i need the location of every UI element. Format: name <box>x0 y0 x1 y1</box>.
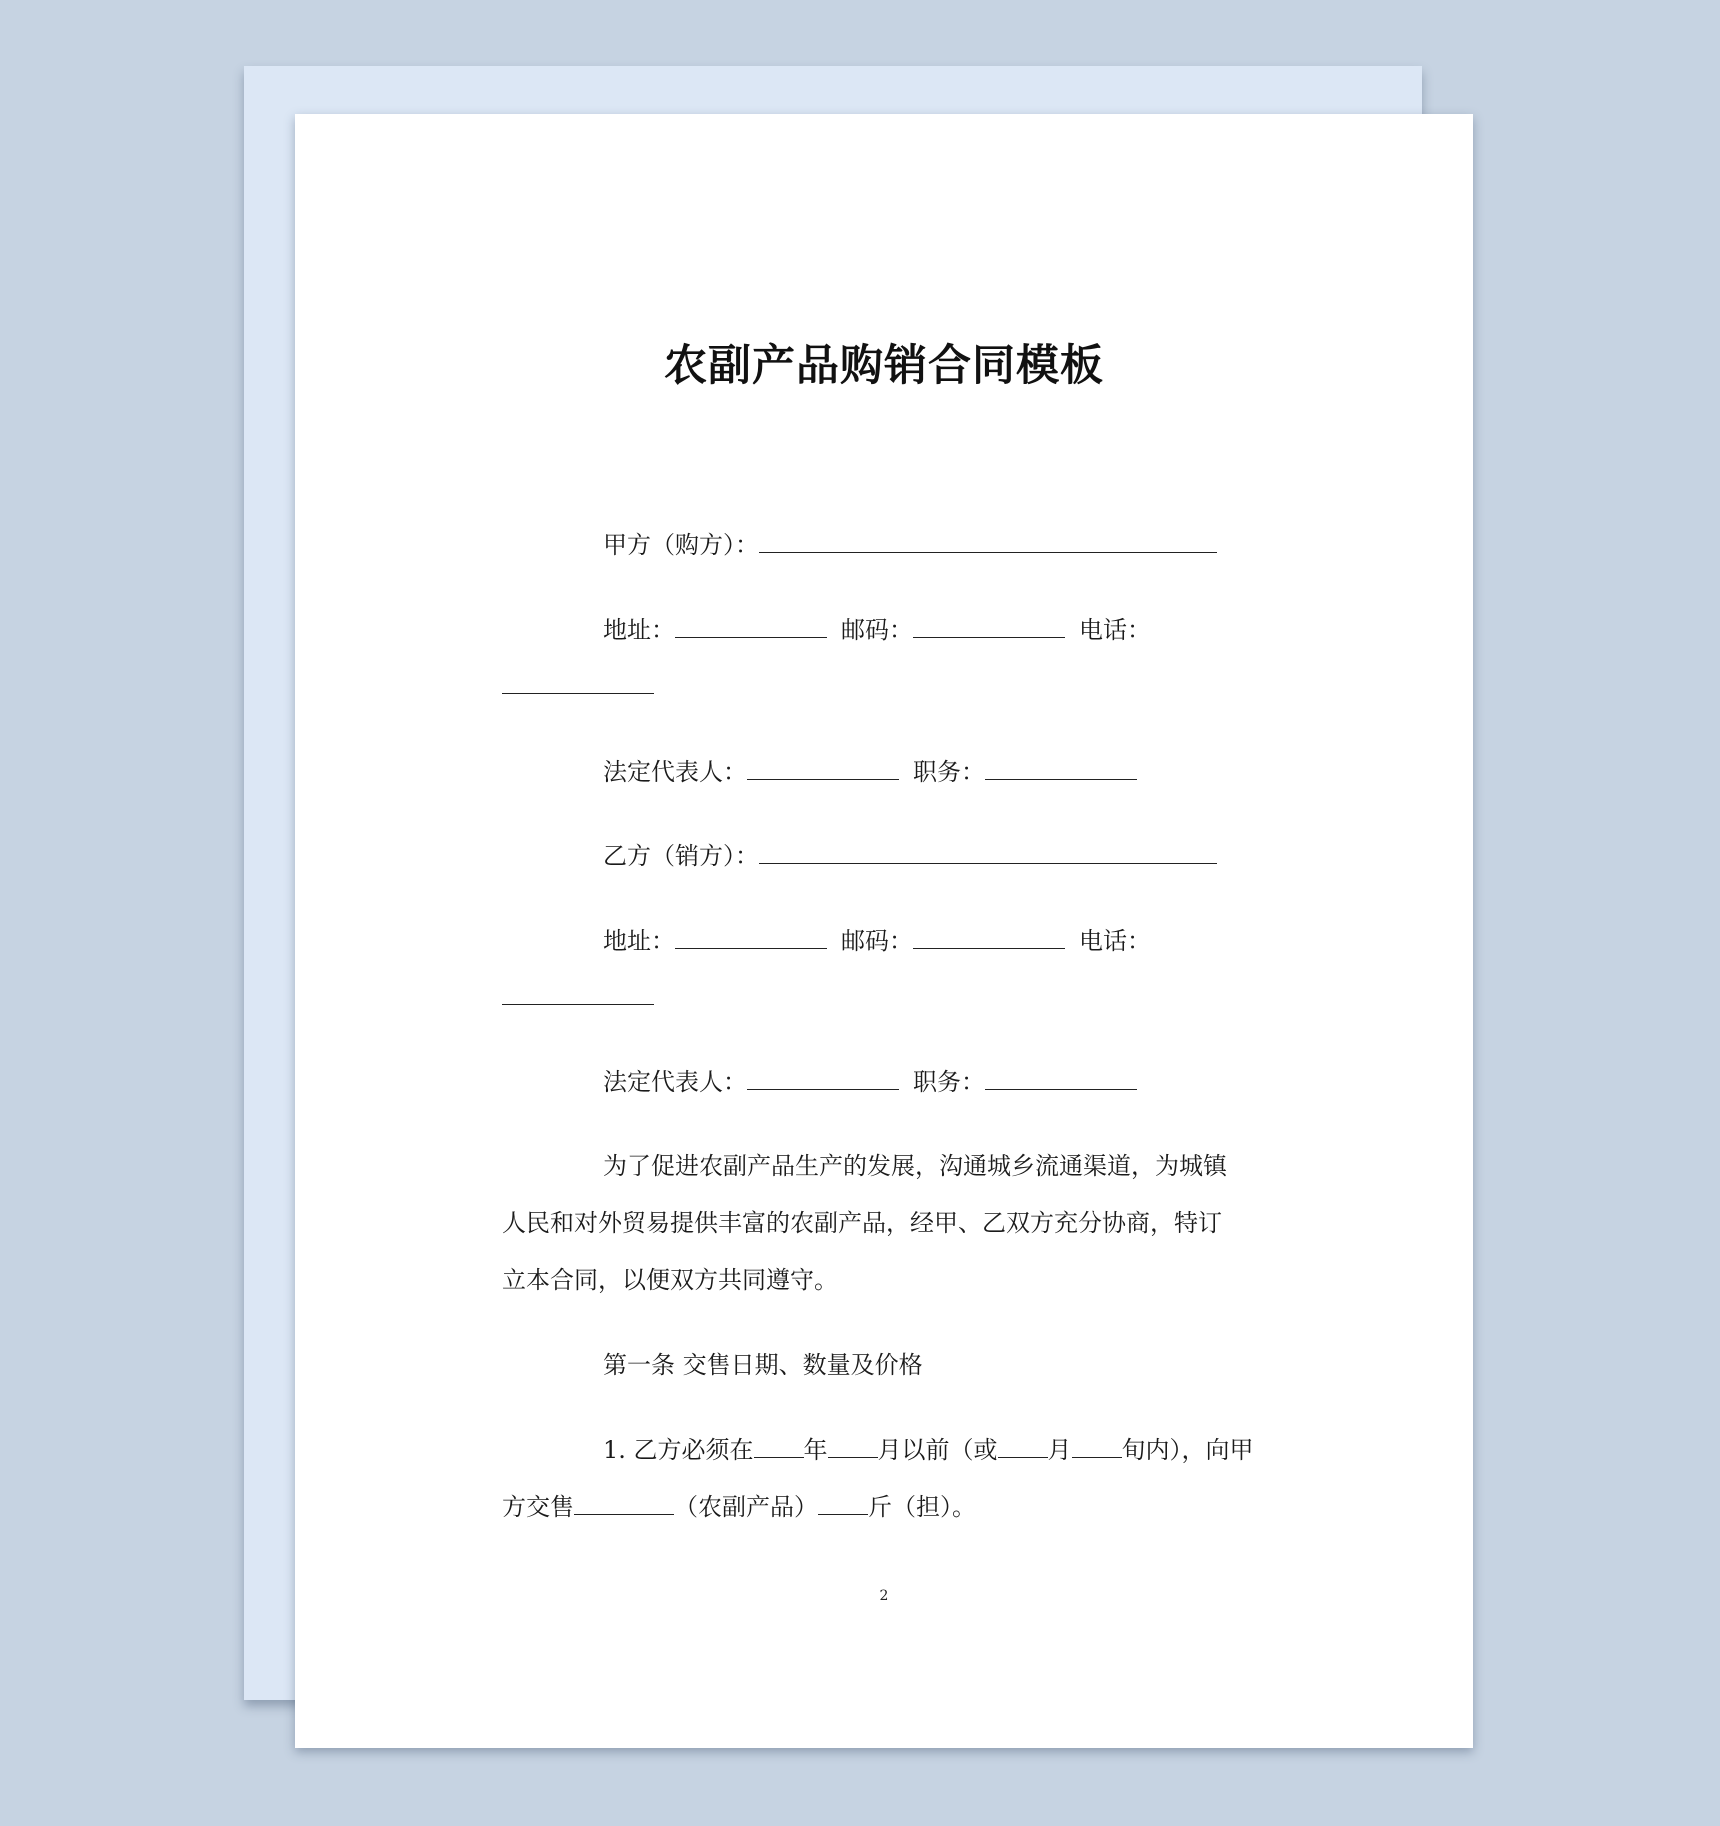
clause-text: 斤（担）。 <box>868 1493 976 1521</box>
party-b-position-blank[interactable] <box>985 1067 1137 1090</box>
preamble-line-2: 人民和对外贸易提供丰富的农副产品，经甲、乙双方充分协商，特订 <box>502 1209 1222 1237</box>
party-a-rep-line <box>603 757 1137 787</box>
preamble-line-1: 为了促进农副产品生产的发展，沟通城乡流通渠道，为城镇 <box>603 1152 1227 1180</box>
article-1-clause-1-line-2 <box>502 1492 976 1522</box>
page-number: 2 <box>879 1588 889 1604</box>
product-blank[interactable] <box>574 1492 674 1515</box>
party-b-address-blank[interactable] <box>675 926 827 949</box>
party-a-phone-line <box>502 671 654 701</box>
clause-text: 月以前（或 <box>877 1436 998 1464</box>
party-b-postcode-blank[interactable] <box>913 926 1065 949</box>
party-b-address-label: 地址： <box>603 927 675 955</box>
party-a-position-blank[interactable] <box>985 757 1137 780</box>
party-b-phone-label: 电话： <box>1079 927 1151 955</box>
party-b-rep-line <box>603 1067 1137 1097</box>
clause-text: 月 <box>1047 1436 1072 1464</box>
party-b-line <box>603 841 1217 871</box>
party-a-address-blank[interactable] <box>675 615 827 638</box>
party-b-label: 乙方（销方）： <box>603 842 759 870</box>
period-blank[interactable] <box>1072 1435 1122 1458</box>
party-a-legal-rep-label: 法定代表人： <box>603 758 747 786</box>
clause-text: （农副产品） <box>674 1493 818 1521</box>
article-1-clause-1-line-1 <box>603 1435 1254 1465</box>
clause-text: 年 <box>803 1436 828 1464</box>
party-a-line <box>603 530 1217 560</box>
article-1-heading: 第一条 交售日期、数量及价格 <box>603 1351 923 1379</box>
party-b-position-label: 职务： <box>913 1068 985 1096</box>
party-a-contact-line <box>603 615 1151 645</box>
party-a-name-blank[interactable] <box>759 530 1217 553</box>
party-b-contact-line <box>603 926 1151 956</box>
party-a-phone-label: 电话： <box>1079 616 1151 644</box>
party-a-address-label: 地址： <box>603 616 675 644</box>
document-title: 农副产品购销合同模板 <box>664 341 1104 391</box>
party-a-label: 甲方（购方）： <box>603 531 759 559</box>
party-a-phone-blank[interactable] <box>502 671 654 694</box>
party-a-position-label: 职务： <box>913 758 985 786</box>
document-page <box>295 114 1473 1748</box>
month-blank[interactable] <box>828 1435 878 1458</box>
party-b-phone-line <box>502 982 654 1012</box>
clause-text: 旬内），向甲 <box>1121 1436 1254 1464</box>
year-blank[interactable] <box>754 1435 804 1458</box>
preamble-line-3: 立本合同，以便双方共同遵守。 <box>502 1266 838 1294</box>
party-b-phone-blank[interactable] <box>502 982 654 1005</box>
quantity-blank[interactable] <box>818 1492 868 1515</box>
clause-text: 1. 乙方必须在 <box>603 1436 754 1464</box>
party-b-legal-rep-blank[interactable] <box>747 1067 899 1090</box>
party-a-postcode-label: 邮码： <box>841 616 913 644</box>
party-b-legal-rep-label: 法定代表人： <box>603 1068 747 1096</box>
party-a-postcode-blank[interactable] <box>913 615 1065 638</box>
party-b-postcode-label: 邮码： <box>841 927 913 955</box>
clause-text: 方交售 <box>502 1493 574 1521</box>
alt-month-blank[interactable] <box>998 1435 1048 1458</box>
party-b-name-blank[interactable] <box>759 841 1217 864</box>
party-a-legal-rep-blank[interactable] <box>747 757 899 780</box>
